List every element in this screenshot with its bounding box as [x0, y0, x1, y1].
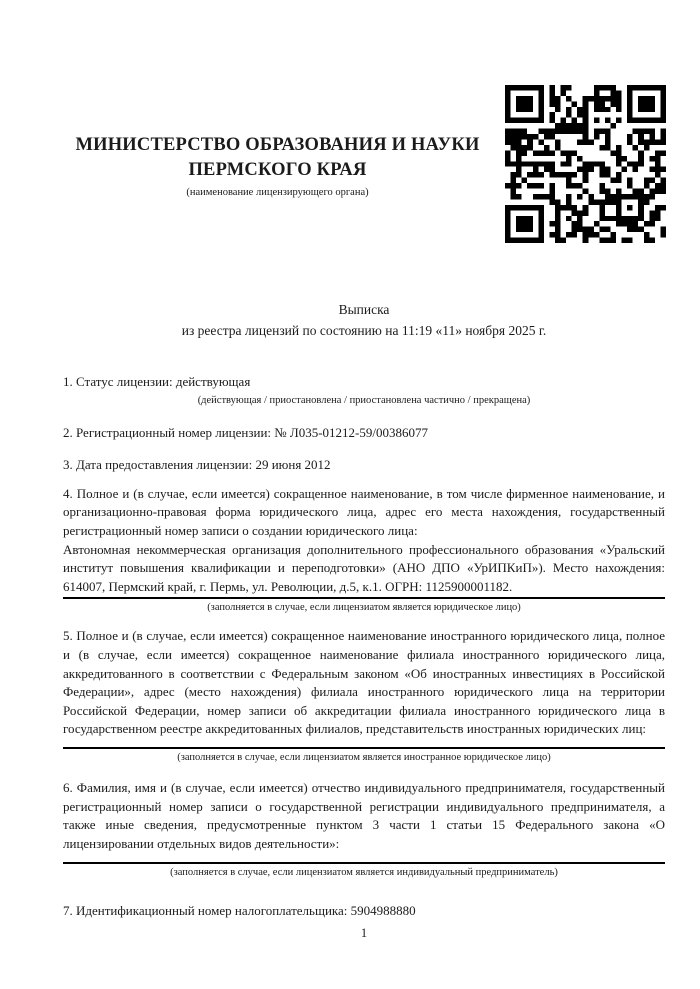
legal-entity-label: 4. Полное и (в случае, если имеется) сокращенное наименование, в том числе фирменное наименование, и организационно-правовая форма юридического лица, адрес его места нахождения, государственный регистрационный номер записи о создании юридического лица:: [63, 485, 665, 538]
entrepreneur-fill-caption: (заполняется в случае, если лицензиатом является индивидуальный предприниматель): [170, 867, 558, 879]
document-title: [63, 300, 665, 341]
foreign-legal-entity-label: 5. Полное и (в случае, если имеется) сокращенное наименование иностранного юридического лица, полное и (в случае, если имеется) сокращенное наименование филиала иностранного юридического лица, аккредитованного в соответствии с Федеральным законом «Об иностранных инвестициях в Российской Федерации», адрес (место нахождения) филиала иностранного юридического лица на территории Российской Федерации, номер записи об аккредитации филиала иностранного юридического лица в государственном реестре аккредитованных филиалов, представительств иностранных юридических лиц:: [63, 628, 665, 737]
license-status-text: 1. Статус лицензии: действующая: [63, 374, 251, 389]
fill-in-rule-foreign-entity: [63, 747, 665, 749]
individual-entrepreneur-label: 6. Фамилия, имя и (в случае, если имеется) отчество индивидуального предпринимателя, государственный регистрационный номер записи о государственной регистрации индивидуального предпринимателя, а также иные сведения, предусмотренные пунктом 3 части 1 статьи 15 Федерального закона «О лицензировании отдельных видов деятельности»:: [63, 779, 665, 851]
document-title-line1: Выписка: [338, 302, 390, 317]
field-individual-entrepreneur: [63, 779, 665, 880]
licensing-authority-caption: (наименование лицензирующего органа): [186, 187, 369, 198]
ministry-name-line2: ПЕРМСКОГО КРАЯ: [188, 160, 367, 180]
qr-code-icon: [505, 85, 666, 243]
foreign-entity-fill-caption: (заполняется в случае, если лицензиатом является иностранное юридическое лицо): [177, 751, 551, 763]
page-number: 1: [360, 926, 368, 940]
empty-value-space: [63, 739, 665, 746]
legal-entity-fill-caption: (заполняется в случае, если лицензиатом является юридическое лицо): [207, 602, 521, 614]
taxpayer-number-text: 7. Идентификационный номер налогоплательщика: 5904988880: [63, 903, 416, 919]
ministry-name-line1: МИНИСТЕРСТВО ОБРАЗОВАНИЯ И НАУКИ: [75, 135, 480, 155]
fill-in-rule-legal-entity: [63, 597, 665, 599]
licensing-authority-name: [63, 133, 492, 183]
empty-value-space: [63, 853, 665, 861]
fill-in-rule-entrepreneur: [63, 862, 665, 864]
qr-code-pattern: [505, 85, 666, 243]
field-legal-entity: [63, 485, 665, 616]
license-status-variants-caption: (действующая / приостановлена / приостановлена частично / прекращена): [197, 394, 531, 406]
document-title-line2: из реестра лицензий по состоянию на 11:19 «11» ноября 2025 г.: [181, 322, 547, 338]
field-foreign-legal-entity: [63, 627, 665, 765]
license-grant-date-text: 3. Дата предоставления лицензии: 29 июня 2012: [63, 457, 331, 473]
field-taxpayer-number: [63, 902, 665, 921]
field-license-status: [63, 373, 665, 408]
field-registration-number: [63, 424, 665, 443]
field-license-grant-date: [63, 456, 665, 475]
registration-number-text: 2. Регистрационный номер лицензии: № Л035-01212-59/00386077: [63, 424, 429, 440]
legal-entity-value: Автономная некоммерческая организация дополнительного профессионального образования «Уральский институт повышения квалификации и переподготовки» (АНО ДПО «УрИПКиП»). Место нахождения: 614007, Пермский край, г. Пермь, ул. Революции, д.5, к.1. ОГРН: 1125900001182.: [63, 541, 665, 594]
